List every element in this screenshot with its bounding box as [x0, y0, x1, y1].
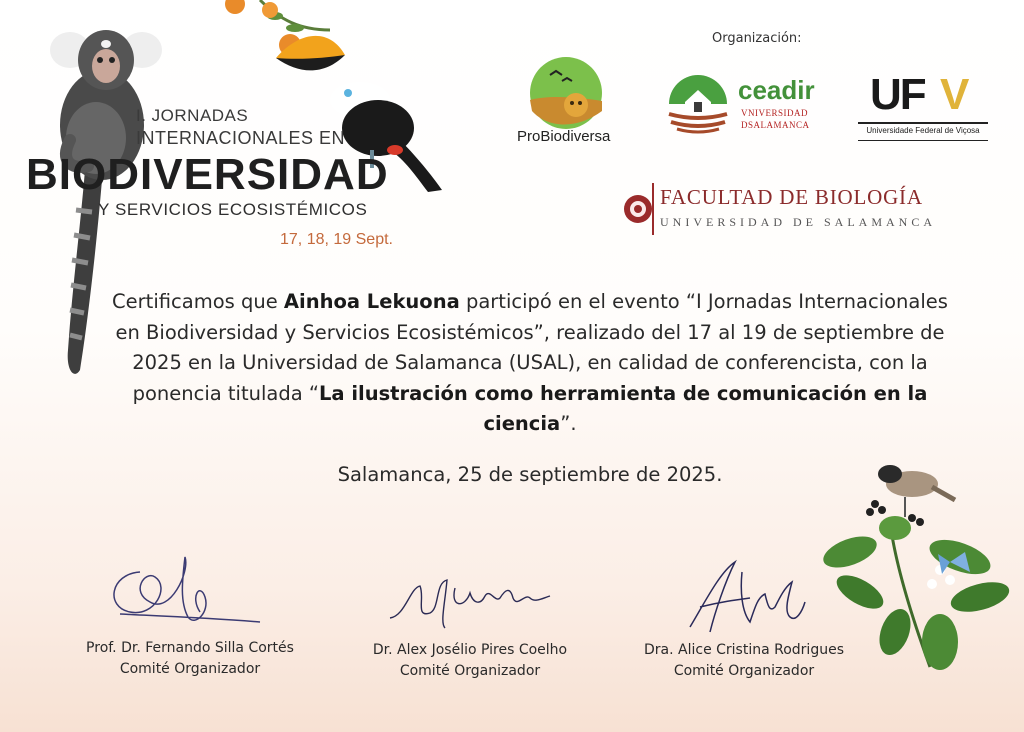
probiodiversa-logo-text: ProBiodiversa — [517, 128, 611, 145]
ceadir-logo-sub2: DSALAMANCA — [741, 120, 810, 130]
place-date: Salamanca, 25 de septiembre de 2025. — [337, 463, 723, 486]
signatory-name: Dr. Alex Josélio Pires Coelho — [372, 642, 568, 658]
ceadir-logo-icon — [665, 72, 731, 134]
ufv-logo-u: UF — [870, 70, 925, 119]
ufv-logo-v: V — [940, 70, 970, 119]
talk-title: La ilustración como herramienta de comunicación en la ciencia — [318, 381, 928, 435]
event-title-line4: Y SERVICIOS ECOSISTÉMICOS — [98, 200, 368, 219]
signatory-role: Comité Organizador — [399, 663, 541, 679]
signatory-3 — [614, 640, 874, 682]
signatory-1 — [60, 638, 320, 680]
facultad-logo-name: FACULTAD DE BIOLOGÍA — [660, 185, 923, 209]
event-dates: 17, 18, 19 Sept. — [280, 231, 393, 248]
signatory-role: Comité Organizador — [119, 661, 261, 677]
facultad-seal-icon — [622, 183, 654, 235]
signature-1 — [100, 552, 270, 632]
event-title-line1: I. JORNADAS — [136, 106, 249, 125]
ufv-logo-underline — [858, 140, 988, 141]
certificate-middle: participó en el evento “I Jornadas Internacionales en Biodiversidad y Servicios Ecosistémicos”, realizado del 17 al 19 de septiembre de 2025 en la Universidad de Salamanca (USAL), en calidad de conferencista, con la ponencia titulada “ — [115, 290, 948, 405]
event-title-line2: INTERNACIONALES EN — [136, 128, 346, 148]
ceadir-logo-name: ceadir — [738, 75, 815, 105]
event-title-main: BIODIVERSIDAD — [26, 150, 389, 199]
signature-3 — [680, 552, 810, 637]
ufv-logo-divider — [858, 122, 988, 124]
recipient-name: Ainhoa Lekuona — [283, 290, 460, 313]
certificate-text — [100, 287, 960, 440]
ufv-logo-sub: Universidade Federal de Viçosa — [866, 126, 980, 135]
signatory-name: Prof. Dr. Fernando Silla Cortés — [86, 640, 294, 656]
probiodiversa-logo-icon — [528, 55, 604, 131]
organization-label: Organización: — [712, 31, 802, 46]
facultad-logo-sub: UNIVERSIDAD DE SALAMANCA — [660, 215, 936, 229]
signatory-name: Dra. Alice Cristina Rodrigues — [644, 642, 844, 658]
signatory-role: Comité Organizador — [673, 663, 815, 679]
signature-2 — [385, 568, 555, 633]
certificate-intro: Certificamos que — [112, 290, 284, 313]
certificate-end: ”. — [560, 412, 577, 435]
signatory-2 — [340, 640, 600, 682]
ceadir-logo-sub1: VNIVERSIDAD — [741, 108, 808, 118]
